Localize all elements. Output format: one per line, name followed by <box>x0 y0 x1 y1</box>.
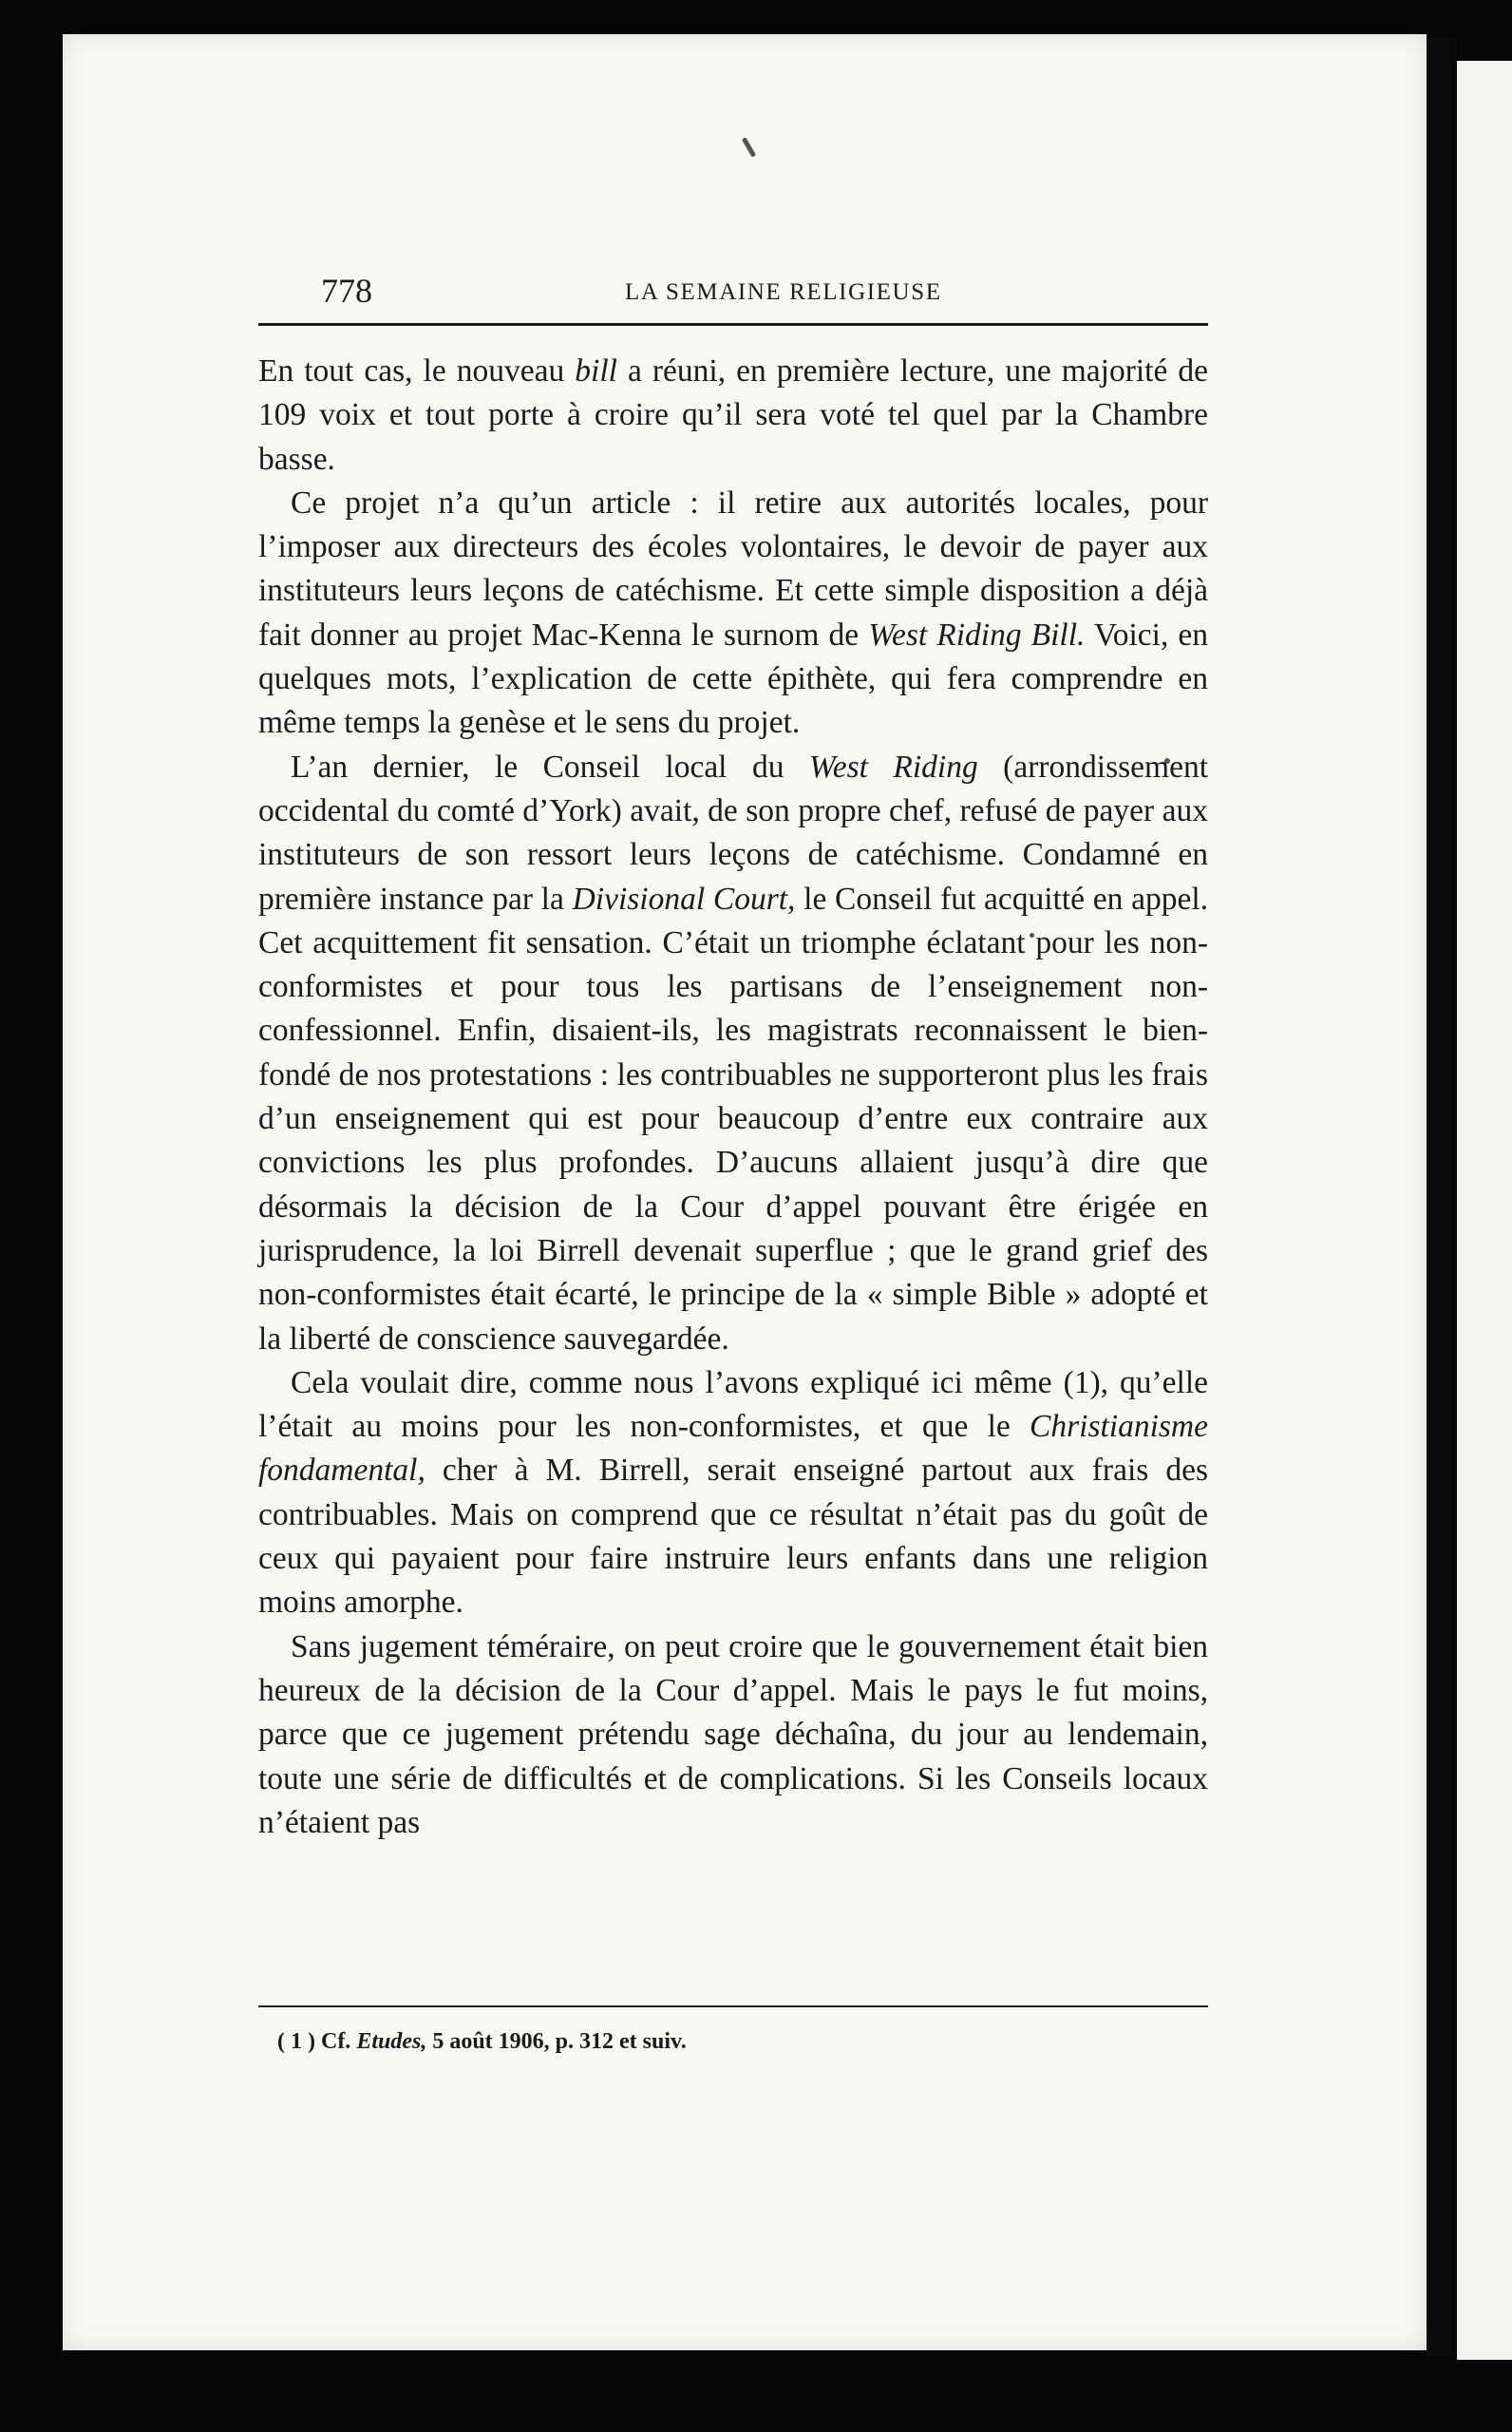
paragraph-1-intro: En tout cas, le nouveau <box>258 353 576 389</box>
page-gutter-shadow <box>1427 38 1457 2356</box>
paragraph-1-rest: a réuni, en première lecture, une majorité de 109 voix et tout porte à croire qu’il sera voté tel quel par la Chambre basse. <box>258 353 1208 477</box>
body-text <box>258 350 1208 1845</box>
footnote <box>277 2025 1208 2058</box>
header-rule <box>258 323 1208 326</box>
west-riding-italic: West Riding <box>808 749 978 785</box>
paragraph-2-intro: Ce projet n’a qu’un article : il retire aux autorités locales, pour l’imposer aux directeurs des écoles volontaires, le devoir de payer aux instituteurs leurs leçons de catéchisme. Et cette simple disposition a déjà fait donner au projet Mac-Kenna le surnom de <box>258 484 1208 653</box>
paragraph-3-rest: le Conseil fut acquitté en appel. Cet acquittement fit sensation. C’était un triomphe éclatant pour les non-conformistes et pour tous les partisans de l’enseignement non-confessionnel. Enfin, disaient-ils, les magistrats reconnaissent le bien-fondé de nos protestations : les contribuables ne supporteront plus les frais d’un enseignement qui est pour beaucoup d’entre eux contraire aux convictions les plus profondes. D’aucuns allaient jusqu’à dire que désormais la décision de la Cour d’appel pouvant être érigée en jurisprudence, la loi Birrell devenait superflue ; que le grand grief des non-conformistes était écarté, le principe de la « simple Bible » adopté et la liberté de conscience sauvegardée. <box>258 881 1208 1357</box>
paragraph-3-intro: L’an dernier, le Conseil local du <box>291 749 809 785</box>
paragraph-3-middle: (arrondissement occidental du comté d’York) avait, de son propre chef, refusé de payer aux instituteurs de son ressort leurs leçons de catéchisme. Condamné en première instance par la <box>258 749 1209 917</box>
dust-mark <box>742 137 756 158</box>
paragraph-4 <box>258 1361 1208 1625</box>
christianisme-fondamental-italic: Christianisme fondamental, <box>258 1409 1208 1489</box>
footnote-rule <box>258 2005 1208 2007</box>
paragraph-4-rest: cher à M. Birrell, serait enseigné partout aux frais des contribuables. Mais on comprend que ce résultat n’était pas du goût de ceux qui payaient pour faire instruire leurs enfants dans une religion moins amorphe. <box>258 1453 1208 1621</box>
paragraph-5: Sans jugement téméraire, on peut croire que le gouvernement était bien heureux de la décision de la Cour d’appel. Mais le pays le fut moins, parce que ce jugement prétendu sage déchaîna, du jour au lendemain, toute une série de difficultés et de complications. Si les Conseils locaux n’étaient pas <box>258 1628 1208 1840</box>
running-title: LA SEMAINE RELIGIEUSE <box>625 279 942 305</box>
next-page-edge <box>1457 61 1512 2360</box>
paragraph-2-rest: Voici, en quelques mots, l’explication de cette épithète, qui fera comprendre en même temps la genèse et le sens du projet. <box>258 617 1208 741</box>
paragraph-2 <box>258 482 1208 746</box>
paragraph-3 <box>258 746 1208 1361</box>
west-riding-bill-italic: West Riding Bill. <box>868 617 1086 653</box>
divisional-court-italic: Divisional Court, <box>572 881 796 917</box>
page-number: 778 <box>321 272 372 310</box>
footnote-rest: 5 août 1906, p. 312 et suiv. <box>432 2029 687 2054</box>
footnote-marker: ( 1 ) Cf. <box>277 2029 351 2054</box>
footnote-italic: Etudes, <box>356 2029 427 2054</box>
paragraph-1 <box>258 350 1208 482</box>
running-head <box>258 268 1273 314</box>
bill-word: bill <box>575 353 617 389</box>
paragraph-4-intro: Cela voulait dire, comme nous l’avons expliqué ici même (1), qu’elle l’était au moins pour les non-conformistes, et que le <box>258 1364 1208 1445</box>
page-content <box>258 268 1273 314</box>
